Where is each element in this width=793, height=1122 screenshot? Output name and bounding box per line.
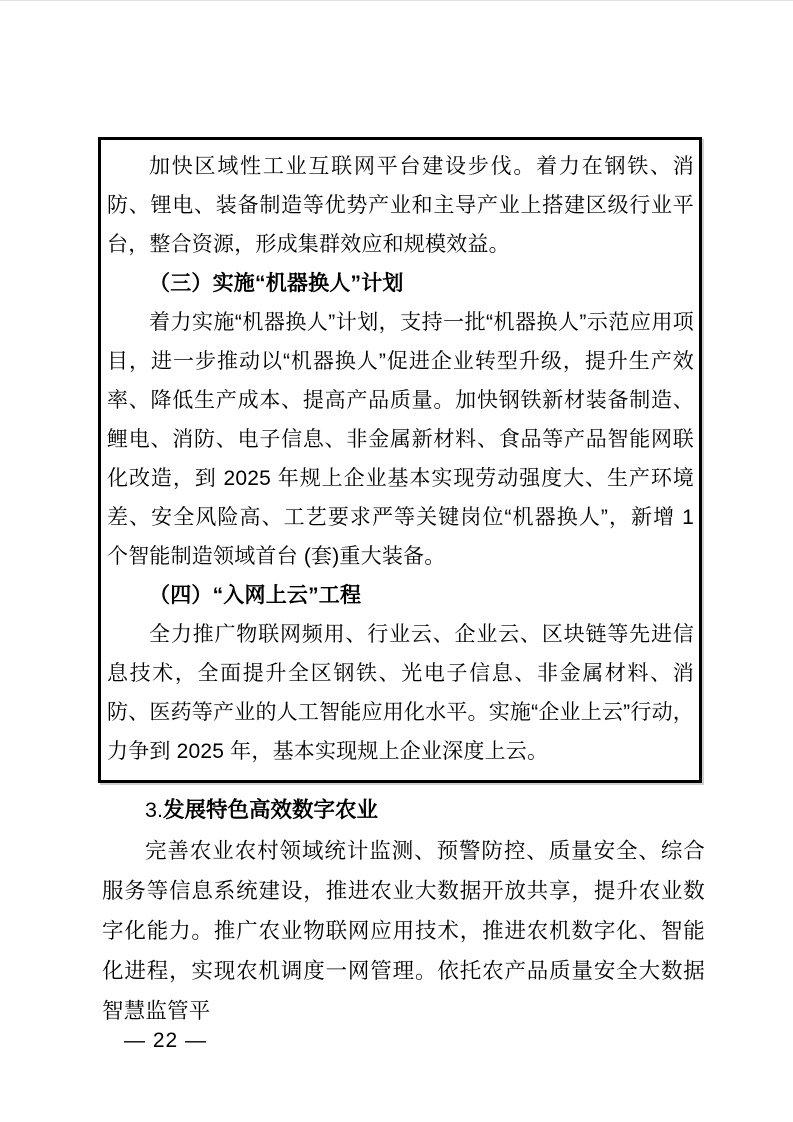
section-heading-four: （四）“入网上云”工程 [149, 584, 362, 607]
section-heading-three: （三）实施“机器换人”计划 [149, 272, 404, 295]
subsection-heading [102, 789, 705, 831]
subsection-heading-title: 发展特色高效数字农业 [162, 798, 378, 822]
page-number: — 22 — [124, 1029, 208, 1052]
boxed-intro-paragraph: 加快区域性工业互联网平台建设步伐。着力在钢铁、消防、锂电、装备制造等优势产业和主导产业上搭建区级行业平台，整合资源，形成集群效应和规模效益。 [107, 155, 694, 256]
subsection-three-block [102, 789, 705, 1031]
section-three-paragraph: 着力实施“机器换人”计划，支持一批“机器换人”示范应用项目，进一步推动以“机器换人”促进企业转型升级，提升生产效率、降低生产成本、提高产品质量。加快钢铁新材装备制造、鲤电、消防、电子信息、非金属新材料、食品等产品智能网联化改造，到 2025 年规上企业基本实现劳动强度大、生产环境差、安全风险高、工艺要求严等关键岗位“机器换人”，新增 1 个智能制造领域首台 (套)重大装备。 [107, 311, 694, 568]
page-edge-line [0, 0, 793, 1]
subsection-heading-number: 3. [145, 798, 163, 822]
subsection-paragraph: 完善农业农村领域统计监测、预警防控、质量安全、综合服务等信息系统建设，推进农业大数据开放共享，提升农业数字化能力。推广农业物联网应用技术，推进农机数字化、智能化进程，实现农机调度一网管理。依托农产品质量安全大数据智慧监管平 [102, 839, 705, 1023]
section-four-paragraph: 全力推广物联网频用、行业云、企业云、区块链等先进信息技术，全面提升全区钢铁、光电子信息、非金属材料、消防、医药等产业的人工智能应用化水平。实施“企业上云”行动，力争到 2025 年，基本实现规上企业深度上云。 [107, 623, 694, 763]
bordered-text-box [98, 137, 702, 783]
